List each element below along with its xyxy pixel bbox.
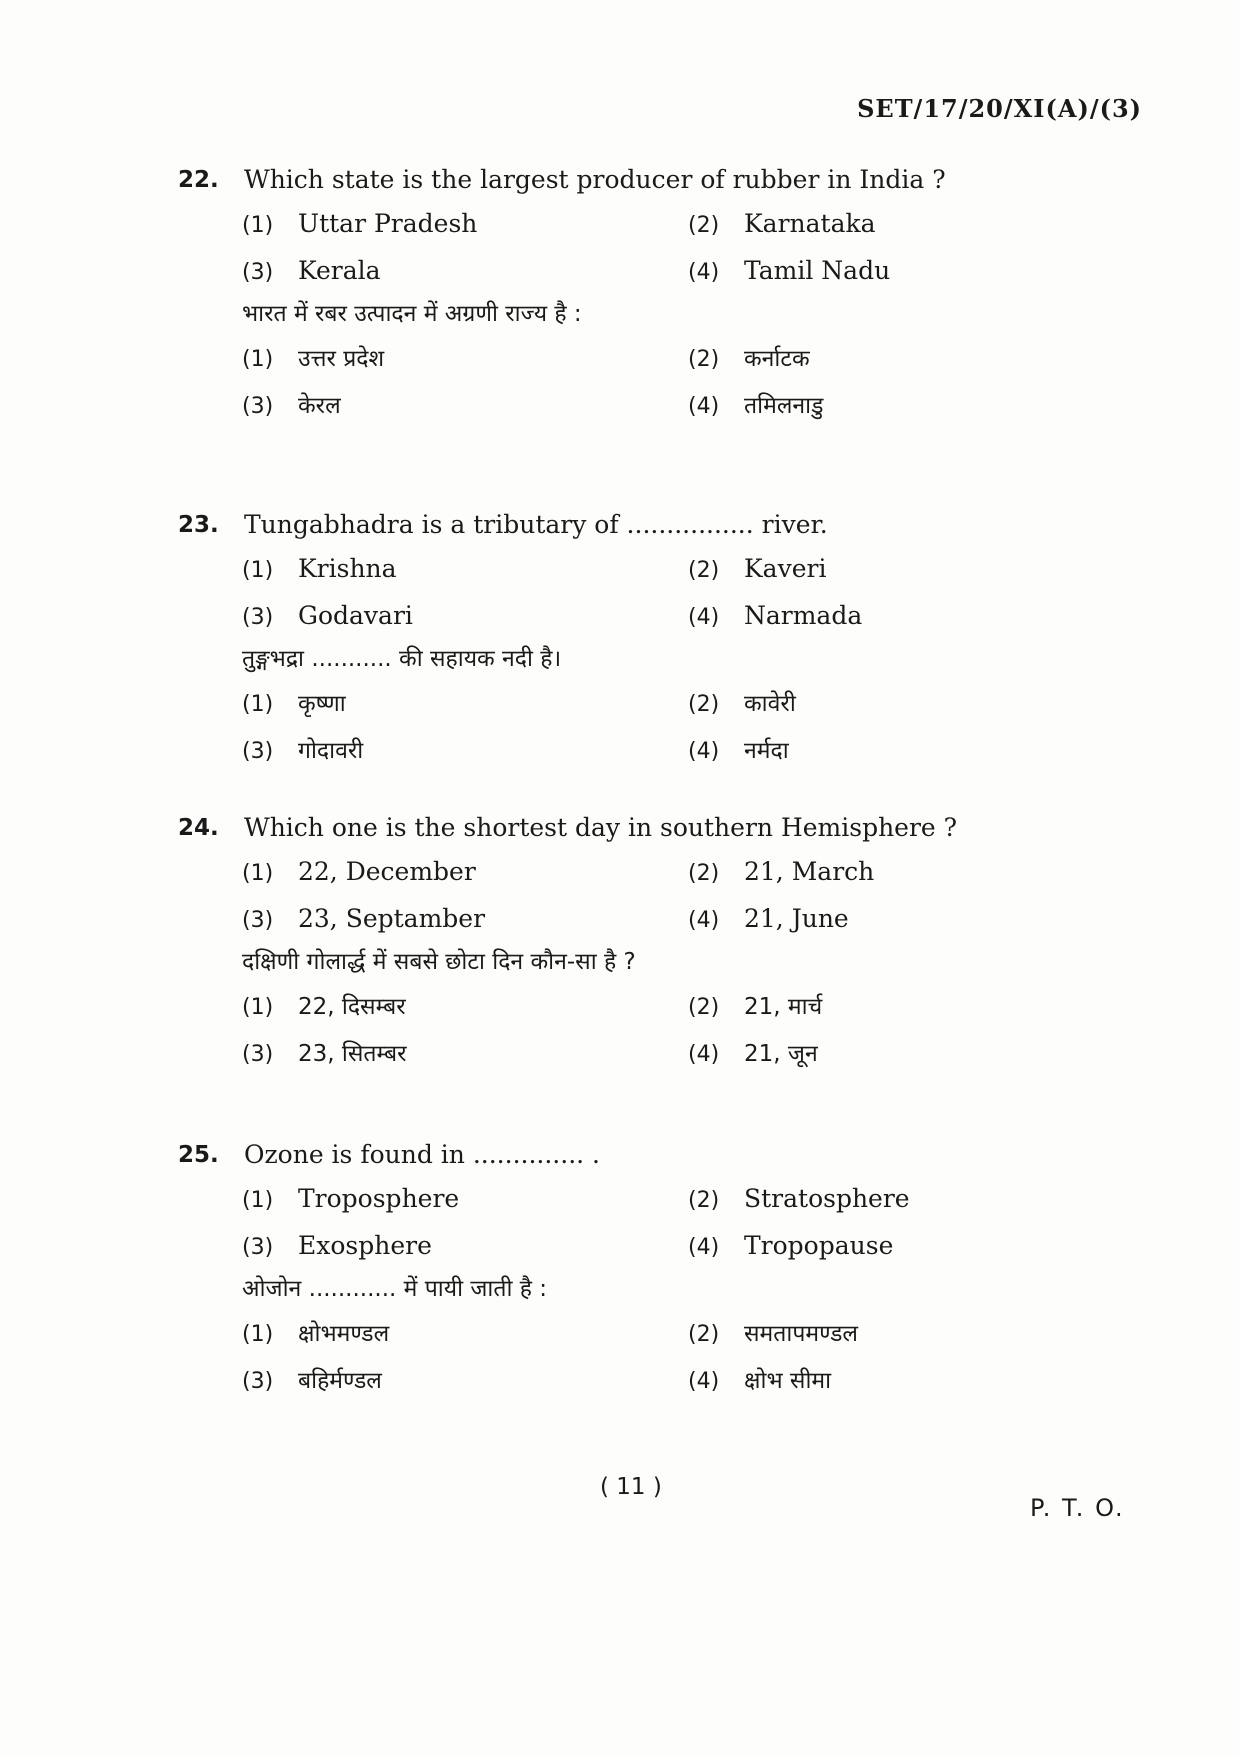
question-number: 24. bbox=[178, 815, 219, 841]
option-2-en: (2) Stratosphere bbox=[688, 1184, 910, 1213]
option-3-hi: (3) केरल bbox=[242, 393, 341, 419]
option-1-en: (1) Uttar Pradesh bbox=[242, 209, 478, 238]
question-text-hi: तुङ्गभद्रा ........... की सहायक नदी है। bbox=[242, 646, 562, 672]
option-2-en: (2) Kaveri bbox=[688, 554, 827, 583]
option-3-en: (3) 23, Septamber bbox=[242, 904, 486, 933]
question-text-hi: भारत में रबर उत्पादन में अग्रणी राज्य है : bbox=[242, 301, 582, 327]
option-2-hi: (2) 21, मार्च bbox=[688, 994, 823, 1020]
option-4-en: (4) Tamil Nadu bbox=[688, 256, 891, 285]
question-text-en: Tungabhadra is a tributary of ................ river. bbox=[244, 510, 828, 539]
question-text-en: Which one is the shortest day in southern Hemisphere ? bbox=[244, 813, 958, 842]
question-number: 25. bbox=[178, 1142, 219, 1168]
option-3-hi: (3) गोदावरी bbox=[242, 738, 364, 764]
option-1-en: (1) Krishna bbox=[242, 554, 397, 583]
option-4-hi: (4) 21, जून bbox=[688, 1041, 818, 1067]
option-4-en: (4) 21, June bbox=[688, 904, 849, 933]
question-number: 23. bbox=[178, 512, 219, 538]
option-3-hi: (3) 23, सितम्बर bbox=[242, 1041, 407, 1067]
question-23 bbox=[178, 505, 1058, 773]
question-text-hi: दक्षिणी गोलार्द्ध में सबसे छोटा दिन कौन-सा है ? bbox=[242, 949, 636, 975]
option-2-hi: (2) कर्नाटक bbox=[688, 346, 810, 372]
set-code-header: SET/17/20/XI(A)/(3) bbox=[857, 94, 1142, 123]
option-3-hi: (3) बहिर्मण्डल bbox=[242, 1368, 382, 1394]
option-4-hi: (4) क्षोभ सीमा bbox=[688, 1368, 832, 1394]
question-24 bbox=[178, 808, 1058, 1076]
option-1-hi: (1) क्षोभमण्डल bbox=[242, 1321, 390, 1347]
option-2-hi: (2) कावेरी bbox=[688, 691, 796, 717]
question-text-en: Which state is the largest producer of rubber in India ? bbox=[244, 165, 946, 194]
page-number: ( 11 ) bbox=[600, 1474, 662, 1500]
option-1-en: (1) Troposphere bbox=[242, 1184, 460, 1213]
option-4-hi: (4) नर्मदा bbox=[688, 738, 789, 764]
option-4-en: (4) Tropopause bbox=[688, 1231, 894, 1260]
question-text-en: Ozone is found in .............. . bbox=[244, 1140, 600, 1169]
option-2-en: (2) 21, March bbox=[688, 857, 875, 886]
option-2-hi: (2) समतापमण्डल bbox=[688, 1321, 859, 1347]
option-2-en: (2) Karnataka bbox=[688, 209, 876, 238]
option-1-hi: (1) कृष्णा bbox=[242, 691, 346, 717]
question-number: 22. bbox=[178, 167, 219, 193]
option-3-en: (3) Kerala bbox=[242, 256, 381, 285]
option-3-en: (3) Godavari bbox=[242, 601, 413, 630]
option-4-en: (4) Narmada bbox=[688, 601, 863, 630]
question-22 bbox=[178, 160, 1058, 428]
question-text-hi: ओजोन ............ में पायी जाती है : bbox=[242, 1276, 548, 1302]
option-1-en: (1) 22, December bbox=[242, 857, 476, 886]
option-1-hi: (1) 22, दिसम्बर bbox=[242, 994, 406, 1020]
option-3-en: (3) Exosphere bbox=[242, 1231, 432, 1260]
pto-label: P. T. O. bbox=[1030, 1494, 1125, 1522]
option-4-hi: (4) तमिलनाडु bbox=[688, 393, 824, 419]
option-1-hi: (1) उत्तर प्रदेश bbox=[242, 346, 385, 372]
question-25 bbox=[178, 1135, 1058, 1403]
